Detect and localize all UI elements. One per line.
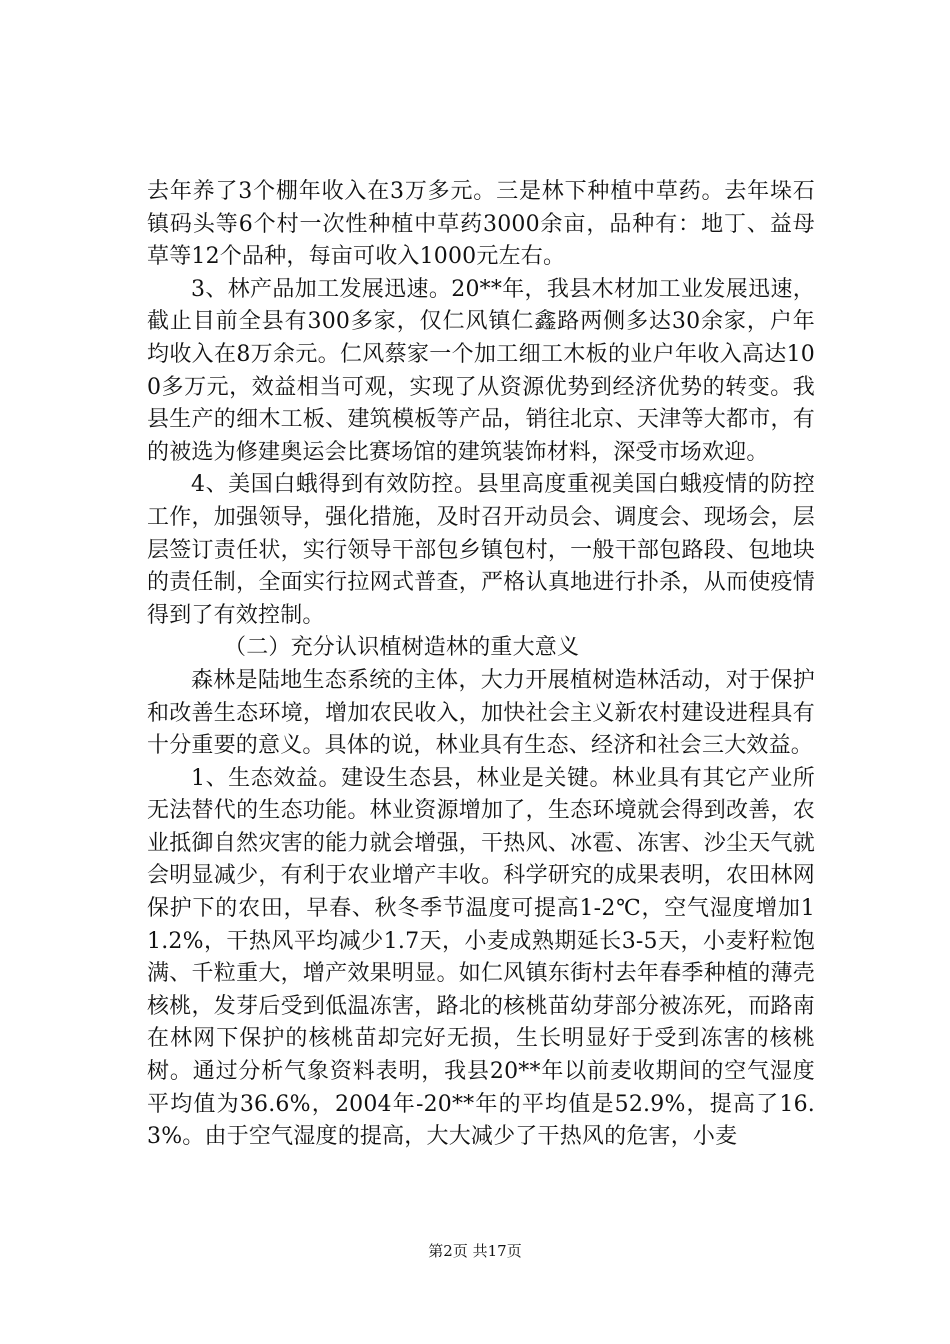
page-footer: 第2页 共17页 [428,1242,522,1260]
section-heading: （二）充分认识植树造林的重大意义 [224,635,580,661]
paragraph-forest-processing: 3、林产品加工发展迅速。20**年，我县木材加工业发展迅速，截止目前全县有300多家，仅仁风镇仁鑫路两侧多达30余家，户年均收入在8万余元。仁风蔡家一个加工细工木板的业户年收入高达100多万元，效益相当可观，实现了从资源优势到经济优势的转变。我县生产的细木工板、建筑模板等产品，销往北京、天津等大都市，有的被选为修建奥运会比赛场馆的建筑装饰材料，深受市场欢迎。 [147,276,815,465]
paragraph-ecological-benefit: 1、生态效益。建设生态县，林业是关键。林业具有其它产业所无法替代的生态功能。林业资源增加了，生态环境就会得到改善，农业抵御自然灾害的能力就会增强，干热风、冰雹、冻害、沙尘天气就会明显减少，有利于农业增产丰收。科学研究的成果表明，农田林网保护下的农田，早春、秋冬季节温度可提高1-2℃，空气湿度增加11.2%，干热风平均减少1.7天，小麦成熟期延长3-5天，小麦籽粒饱满、千粒重大，增产效果明显。如仁风镇东街村去年春季种植的薄壳核桃，发芽后受到低温冻害，路北的核桃苗幼芽部分被冻死，而路南在林网下保护的核桃苗却完好无损，生长明显好于受到冻害的核桃树。通过分析气象资料表明，我县20**年以前麦收期间的空气湿度平均值为36.6%，2004年-20**年的平均值是52.9%，提高了16.3%。由于空气湿度的提高，大大减少了干热风的危害，小麦 [147,765,815,1150]
paragraph-continuation: 去年养了3个棚年收入在3万多元。三是林下种植中草药。去年垛石镇码头等6个村一次性种植中草药3000余亩，品种有：地丁、益母草等12个品种，每亩可收入1000元左右。 [147,179,815,270]
body-text [147,176,815,1154]
paragraph-forest-significance: 森林是陆地生态系统的主体，大力开展植树造林活动，对于保护和改善生态环境，增加农民收入，加快社会主义新农村建设进程具有十分重要的意义。具体的说，林业具有生态、经济和社会三大效益。 [147,667,815,759]
paragraph-white-moth-control: 4、美国白蛾得到有效防控。县里高度重视美国白蛾疫情的防控工作，加强领导，强化措施，及时召开动员会、调度会、现场会，层层签订责任状，实行领导干部包乡镇包村，一般干部包路段、包地块的责任制，全面实行拉网式普查，严格认真地进行扑杀，从而使疫情得到了有效控制。 [147,472,815,628]
